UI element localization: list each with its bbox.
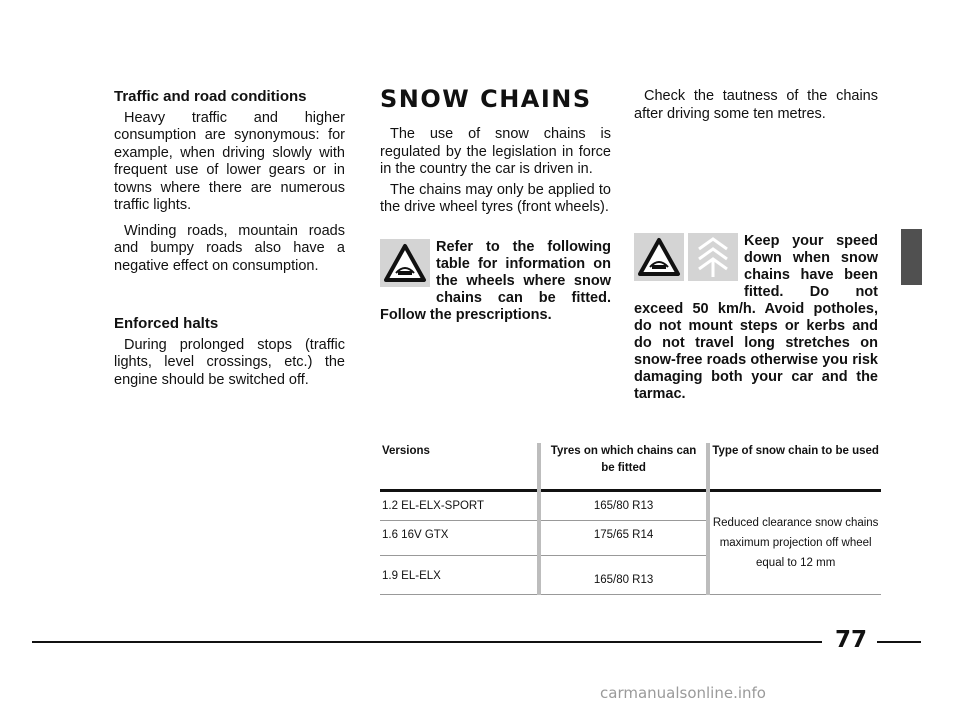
snow-chain-icon (688, 233, 738, 281)
right-column (634, 88, 878, 403)
warning-triangle-icon (634, 233, 684, 281)
snow-chains-table (380, 443, 881, 595)
chains-paragraph-2: The chains may only be applied to the drive wheel tyres (front wheels). (380, 181, 611, 215)
section-tab-marker (901, 229, 922, 285)
warning-triangle-icon (380, 239, 430, 287)
column-divider (706, 556, 710, 595)
page-title: SNOW CHAINS (380, 85, 592, 113)
chains-paragraph-1: The use of snow chains is regulated by the legislation in force in the country the car is driven in. (380, 126, 611, 177)
traffic-paragraph-1: Heavy traffic and higher consumption are synonymous: for example, when driving slowly with frequent use of lower gears or in towns where there are numerous traffic lights. (114, 109, 345, 213)
footer-rule (877, 641, 921, 643)
table-header-row (380, 443, 881, 491)
halts-paragraph-1: During prolonged stops (traffic lights, level crossings, etc.) the engine should be switched off. (114, 336, 345, 388)
footer-rule (32, 641, 822, 643)
tautness-paragraph: Check the tautness of the chains after driving some ten metres. (634, 88, 878, 122)
page-number: 77 (834, 627, 867, 653)
speed-warning (634, 233, 878, 403)
speed-warning-text: Keep your speed down when snow chains have been fitted. Do not exceed 50 km/h. Avoid potholes, do not mount steps or kerbs and do not travel long stretches on snow-free roads otherwise you risk damaging both your car and the tarmac. (634, 233, 878, 402)
row-tyre: 175/65 R14 (541, 521, 707, 556)
traffic-paragraph-2: Winding roads, mountain roads and bumpy roads also have a negative effect on consumption. (114, 222, 345, 274)
row-tyre: 165/80 R13 (541, 556, 707, 595)
middle-column (380, 86, 611, 324)
row-version: 1.6 16V GTX (380, 521, 537, 556)
row-tyre: 165/80 R13 (541, 491, 707, 521)
halts-heading: Enforced halts (114, 315, 219, 332)
watermark: carmanualsonline.info (600, 684, 766, 702)
chains-warning-text: Refer to the following table for information on the wheels where snow chains can be fitted. Follow the prescriptions. (380, 238, 611, 323)
table-row (380, 491, 881, 521)
left-column (114, 88, 345, 389)
traffic-heading: Traffic and road conditions (114, 88, 307, 105)
header-chain-type: Type of snow chain to be used (710, 443, 881, 491)
chain-type-note: Reduced clearance snow chains maximum projection off wheel equal to 12 mm (710, 491, 881, 595)
row-version: 1.2 EL-ELX-SPORT (380, 491, 537, 521)
row-version: 1.9 EL-ELX (380, 556, 537, 595)
chains-warning (380, 239, 611, 324)
column-divider (706, 521, 710, 556)
header-tyres: Tyres on which chains can be fitted (541, 443, 707, 491)
header-versions: Versions (380, 443, 537, 491)
